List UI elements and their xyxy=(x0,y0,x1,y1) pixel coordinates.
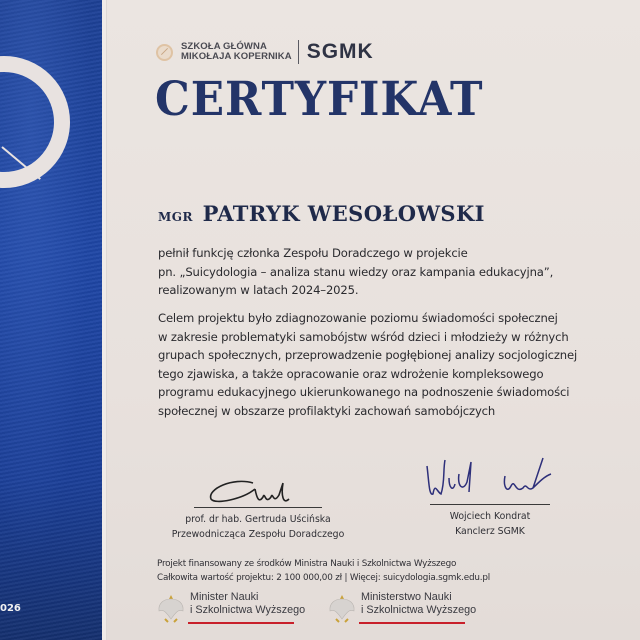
text-line: Celem projektu było zdiagnozowanie poziomu świadomości społecznej xyxy=(158,311,558,325)
university-abbreviation: SGMK xyxy=(306,40,374,63)
university-emblem-icon xyxy=(156,44,173,61)
text-line: realizowanym w latach 2024–2025. xyxy=(158,283,359,297)
recipient-name-line xyxy=(158,201,485,226)
university-logo xyxy=(156,40,374,64)
ministry-name-line1: Minister Nauki xyxy=(190,591,259,603)
red-underline xyxy=(359,622,465,624)
funding-info xyxy=(157,557,490,585)
signature-line xyxy=(194,507,322,508)
text-line: programu edukacyjnego ukierunkowanego na podnoszenie świadomości xyxy=(158,385,570,399)
signature-block-chair xyxy=(148,475,368,542)
funding-value-and-link: Całkowita wartość projektu: 2 100 000,00 zł | Więcej: suicydologia.sgmk.edu.pl xyxy=(157,573,490,583)
ministry-name xyxy=(190,591,305,617)
ministry-logo-ministry xyxy=(327,591,476,625)
red-underline xyxy=(188,622,294,624)
text-line: tego zjawiska, a także opracowanie oraz wdrożenie kompleksowego xyxy=(158,366,544,381)
university-name-line2: MIKOŁAJA KOPERNIKA xyxy=(181,51,292,62)
role-description xyxy=(158,244,553,300)
text-line: pn. „Suicydologia – analiza stanu wiedzy oraz kampania edukacyjna”, xyxy=(158,264,554,279)
polish-eagle-icon xyxy=(327,591,357,625)
signature-block-chancellor xyxy=(395,452,585,539)
decorative-blue-band xyxy=(0,0,102,640)
polish-eagle-icon xyxy=(156,591,186,625)
ministry-logo-minister xyxy=(156,591,305,625)
ministry-name-line2: i Szkolnictwa Wyższego xyxy=(361,604,477,616)
signature-icon xyxy=(203,475,313,507)
certificate-title: CERTYFIKAT xyxy=(155,72,484,127)
recipient-name: PATRYK WESOŁOWSKI xyxy=(202,201,485,226)
text-line: grupach społecznych, przeprowadzenie pogłębionej analizy socjologicznej xyxy=(158,348,578,362)
logo-divider xyxy=(298,40,299,64)
university-name xyxy=(181,42,292,62)
signatory-role: Przewodnicząca Zespołu Doradczego xyxy=(171,529,345,540)
text-line: w zakresie problematyki samobójstw wśród dzieci i młodzieży w różnych xyxy=(158,329,569,344)
signatory-role: Kanclerz SGMK xyxy=(455,526,525,537)
ministry-name xyxy=(361,591,476,617)
text-line: społecznej w obszarze profilaktyki zachowań samobójczych xyxy=(158,403,496,418)
signatory-name: prof. dr hab. Gertruda Uścińska xyxy=(185,514,331,525)
ministry-name-line1: Ministerstwo Nauki xyxy=(361,591,452,603)
ministry-name-line2: i Szkolnictwa Wyższego xyxy=(190,604,306,616)
university-name-line1: SZKOŁA GŁÓWNA xyxy=(181,41,267,52)
signature-line xyxy=(430,504,550,505)
recipient-title-prefix: MGR xyxy=(158,210,194,224)
band-year-text: 026 xyxy=(0,603,21,614)
text-line: pełnił funkcję członka Zespołu Doradczego w projekcie xyxy=(158,246,468,260)
funding-source: Projekt finansowany ze środków Ministra Nauki i Szkolnictwa Wyższego xyxy=(157,559,457,569)
signatory-name: Wojciech Kondrat xyxy=(449,511,531,522)
signature-icon xyxy=(415,452,565,504)
compass-ring-icon xyxy=(0,56,70,188)
project-goal-description xyxy=(158,309,577,420)
